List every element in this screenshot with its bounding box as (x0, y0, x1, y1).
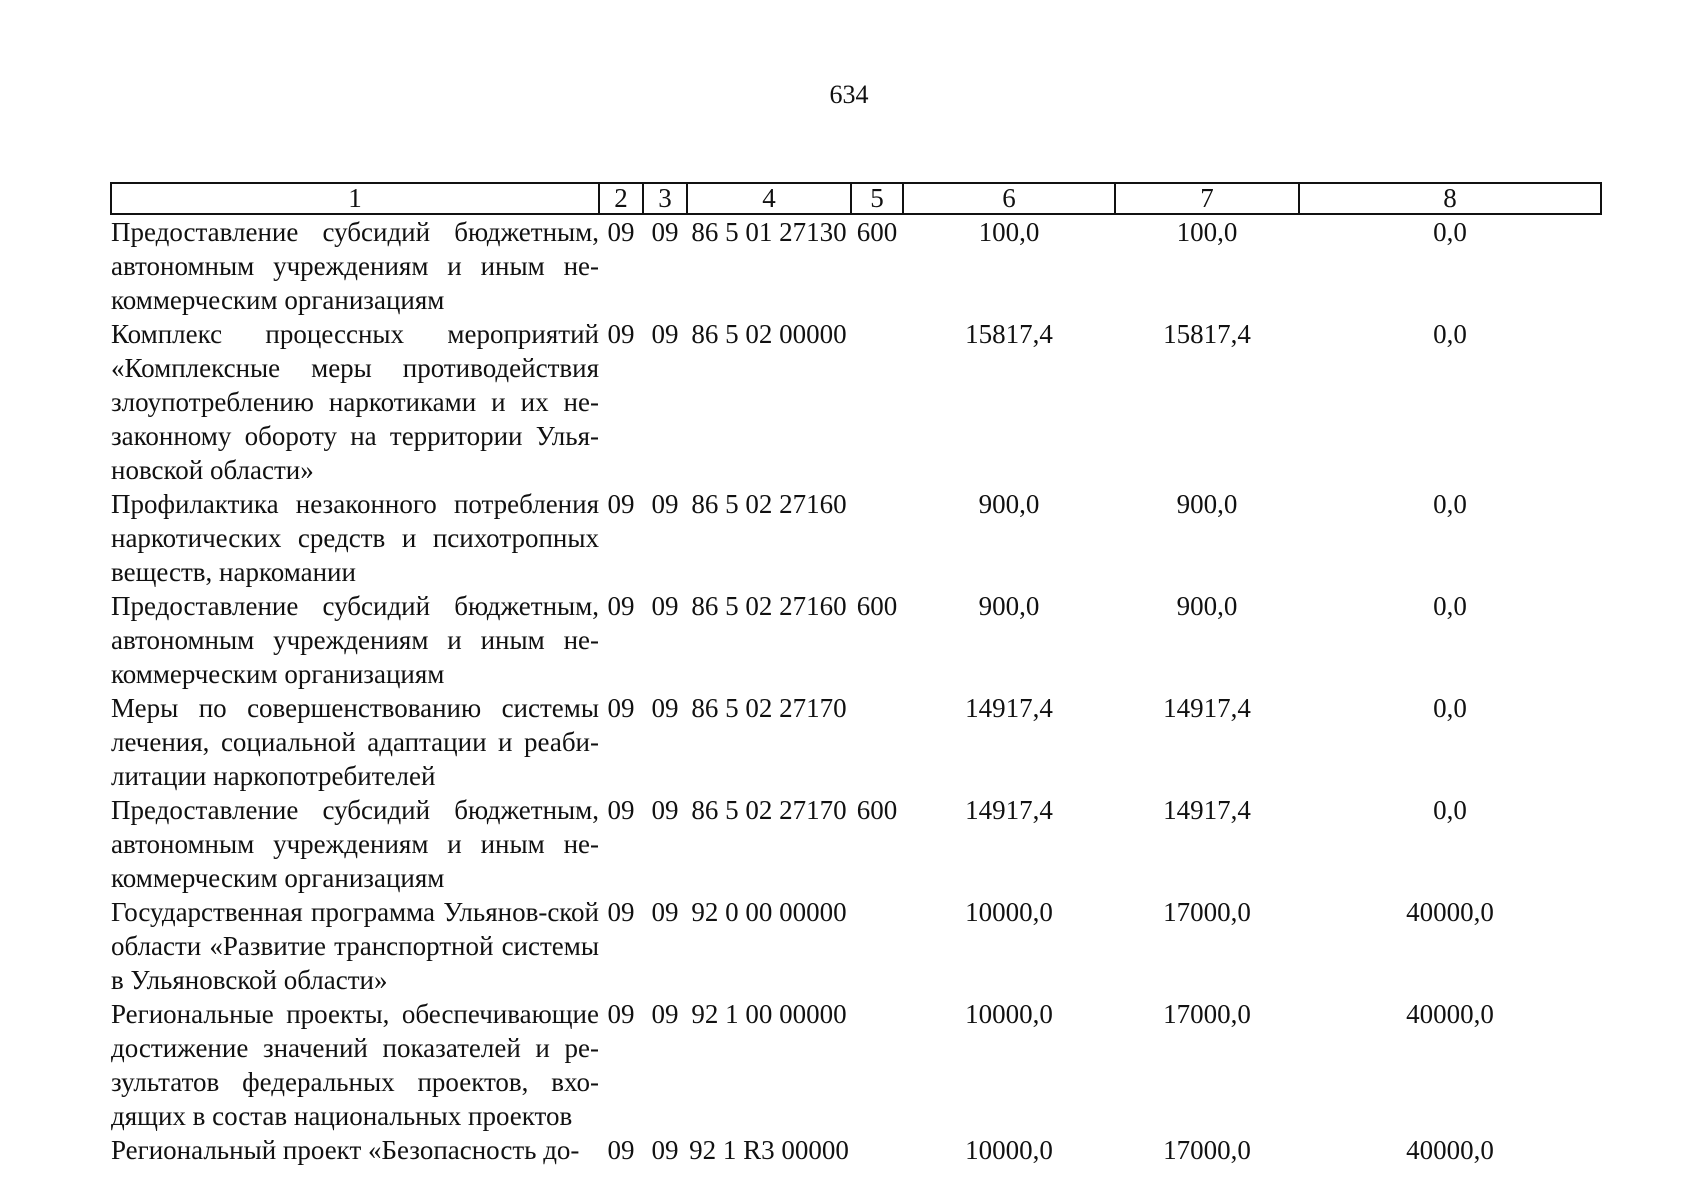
table-row (111, 691, 1601, 793)
row-name: Предоставление субсидий бюджетным, автономным учреждениям и иным не-коммерческим организациям (111, 591, 599, 689)
section-code: 09 (607, 591, 635, 621)
amount-col-6: 100,0 (978, 217, 1040, 247)
table-row (111, 317, 1601, 487)
row-name: Предоставление субсидий бюджетным, автономным учреждениям и иным не-коммерческим организациям (111, 795, 599, 893)
target-article-code: 92 0 00 00000 (691, 897, 847, 927)
amount-col-7: 17000,0 (1163, 1135, 1251, 1165)
amount-col-8: 0,0 (1433, 319, 1467, 349)
amount-col-6: 15817,4 (965, 319, 1053, 349)
page-number: 634 (829, 80, 869, 109)
col-header-5: 5 (851, 183, 903, 214)
amount-col-7: 17000,0 (1163, 999, 1251, 1029)
expense-type-code (851, 317, 903, 487)
table-row (111, 214, 1601, 317)
subsection-code: 09 (651, 999, 679, 1029)
section-code: 09 (607, 999, 635, 1029)
amount-col-7: 14917,4 (1163, 795, 1251, 825)
table-row (111, 997, 1601, 1133)
subsection-code: 09 (651, 1135, 679, 1165)
col-header-4: 4 (687, 183, 851, 214)
amount-col-7: 14917,4 (1163, 693, 1251, 723)
section-code: 09 (607, 319, 635, 349)
col-header-7: 7 (1115, 183, 1299, 214)
subsection-code: 09 (651, 795, 679, 825)
target-article-code: 92 1 00 00000 (691, 999, 847, 1029)
expense-type-code (851, 1133, 903, 1167)
amount-col-6: 10000,0 (965, 1135, 1053, 1165)
amount-col-8: 0,0 (1433, 591, 1467, 621)
expense-type-code (851, 895, 903, 997)
target-article-code: 86 5 02 27170 (691, 795, 847, 825)
table-row (111, 487, 1601, 589)
row-name: Комплекс процессных мероприятий «Комплексные меры противодействия злоупотреблению наркотиками и их не-законному обороту на территории Улья-новской области» (111, 319, 599, 485)
col-header-1: 1 (111, 183, 599, 214)
amount-col-7: 900,0 (1176, 591, 1238, 621)
section-code: 09 (607, 217, 635, 247)
amount-col-8: 0,0 (1433, 489, 1467, 519)
col-header-8: 8 (1299, 183, 1601, 214)
expense-type-code: 600 (856, 591, 898, 621)
row-name: Предоставление субсидий бюджетным, автономным учреждениям и иным не-коммерческим организациям (111, 217, 599, 315)
subsection-code: 09 (651, 897, 679, 927)
amount-col-8: 40000,0 (1406, 897, 1494, 927)
target-article-code: 86 5 02 27160 (691, 591, 847, 621)
expense-type-code: 600 (856, 795, 898, 825)
row-name: Государственная программа Ульянов-ской области «Развитие транспортной системы в Ульяновской области» (111, 897, 599, 995)
col-header-3: 3 (643, 183, 687, 214)
expense-type-code (851, 997, 903, 1133)
section-code: 09 (607, 489, 635, 519)
table-row (111, 589, 1601, 691)
table-row (111, 1133, 1601, 1167)
amount-col-8: 40000,0 (1406, 1135, 1494, 1165)
amount-col-7: 100,0 (1176, 217, 1238, 247)
amount-col-6: 10000,0 (965, 897, 1053, 927)
row-name: Региональный проект «Безопасность до- (111, 1135, 580, 1165)
amount-col-7: 900,0 (1176, 489, 1238, 519)
section-code: 09 (607, 1135, 635, 1165)
section-code: 09 (607, 897, 635, 927)
amount-col-8: 0,0 (1433, 693, 1467, 723)
budget-table (110, 182, 1602, 1167)
amount-col-6: 10000,0 (965, 999, 1053, 1029)
target-article-code: 86 5 02 27160 (691, 489, 847, 519)
table-row (111, 895, 1601, 997)
row-name: Профилактика незаконного потребления наркотических средств и психотропных веществ, наркомании (111, 489, 599, 587)
amount-col-7: 17000,0 (1163, 897, 1251, 927)
table-row (111, 793, 1601, 895)
row-name: Меры по совершенствованию системы лечения, социальной адаптации и реаби-литации наркопотребителей (111, 693, 599, 791)
subsection-code: 09 (651, 489, 679, 519)
section-code: 09 (607, 795, 635, 825)
amount-col-7: 15817,4 (1163, 319, 1251, 349)
subsection-code: 09 (651, 319, 679, 349)
amount-col-6: 900,0 (978, 591, 1040, 621)
amount-col-6: 14917,4 (965, 693, 1053, 723)
header-row (111, 183, 1601, 214)
section-code: 09 (607, 693, 635, 723)
target-article-code: 86 5 02 00000 (691, 319, 847, 349)
expense-type-code: 600 (856, 217, 898, 247)
amount-col-8: 40000,0 (1406, 999, 1494, 1029)
amount-col-6: 14917,4 (965, 795, 1053, 825)
target-article-code: 86 5 01 27130 (691, 217, 847, 247)
col-header-2: 2 (599, 183, 643, 214)
subsection-code: 09 (651, 217, 679, 247)
expense-type-code (851, 487, 903, 589)
target-article-code: 92 1 R3 00000 (689, 1135, 849, 1165)
row-name: Региональные проекты, обеспечивающие достижение значений показателей и ре-зультатов федеральных проектов, вхо-дящих в состав национальных проектов (111, 999, 599, 1131)
target-article-code: 86 5 02 27170 (691, 693, 847, 723)
amount-col-8: 0,0 (1433, 217, 1467, 247)
expense-type-code (851, 691, 903, 793)
amount-col-6: 900,0 (978, 489, 1040, 519)
subsection-code: 09 (651, 693, 679, 723)
subsection-code: 09 (651, 591, 679, 621)
col-header-6: 6 (903, 183, 1115, 214)
amount-col-8: 0,0 (1433, 795, 1467, 825)
